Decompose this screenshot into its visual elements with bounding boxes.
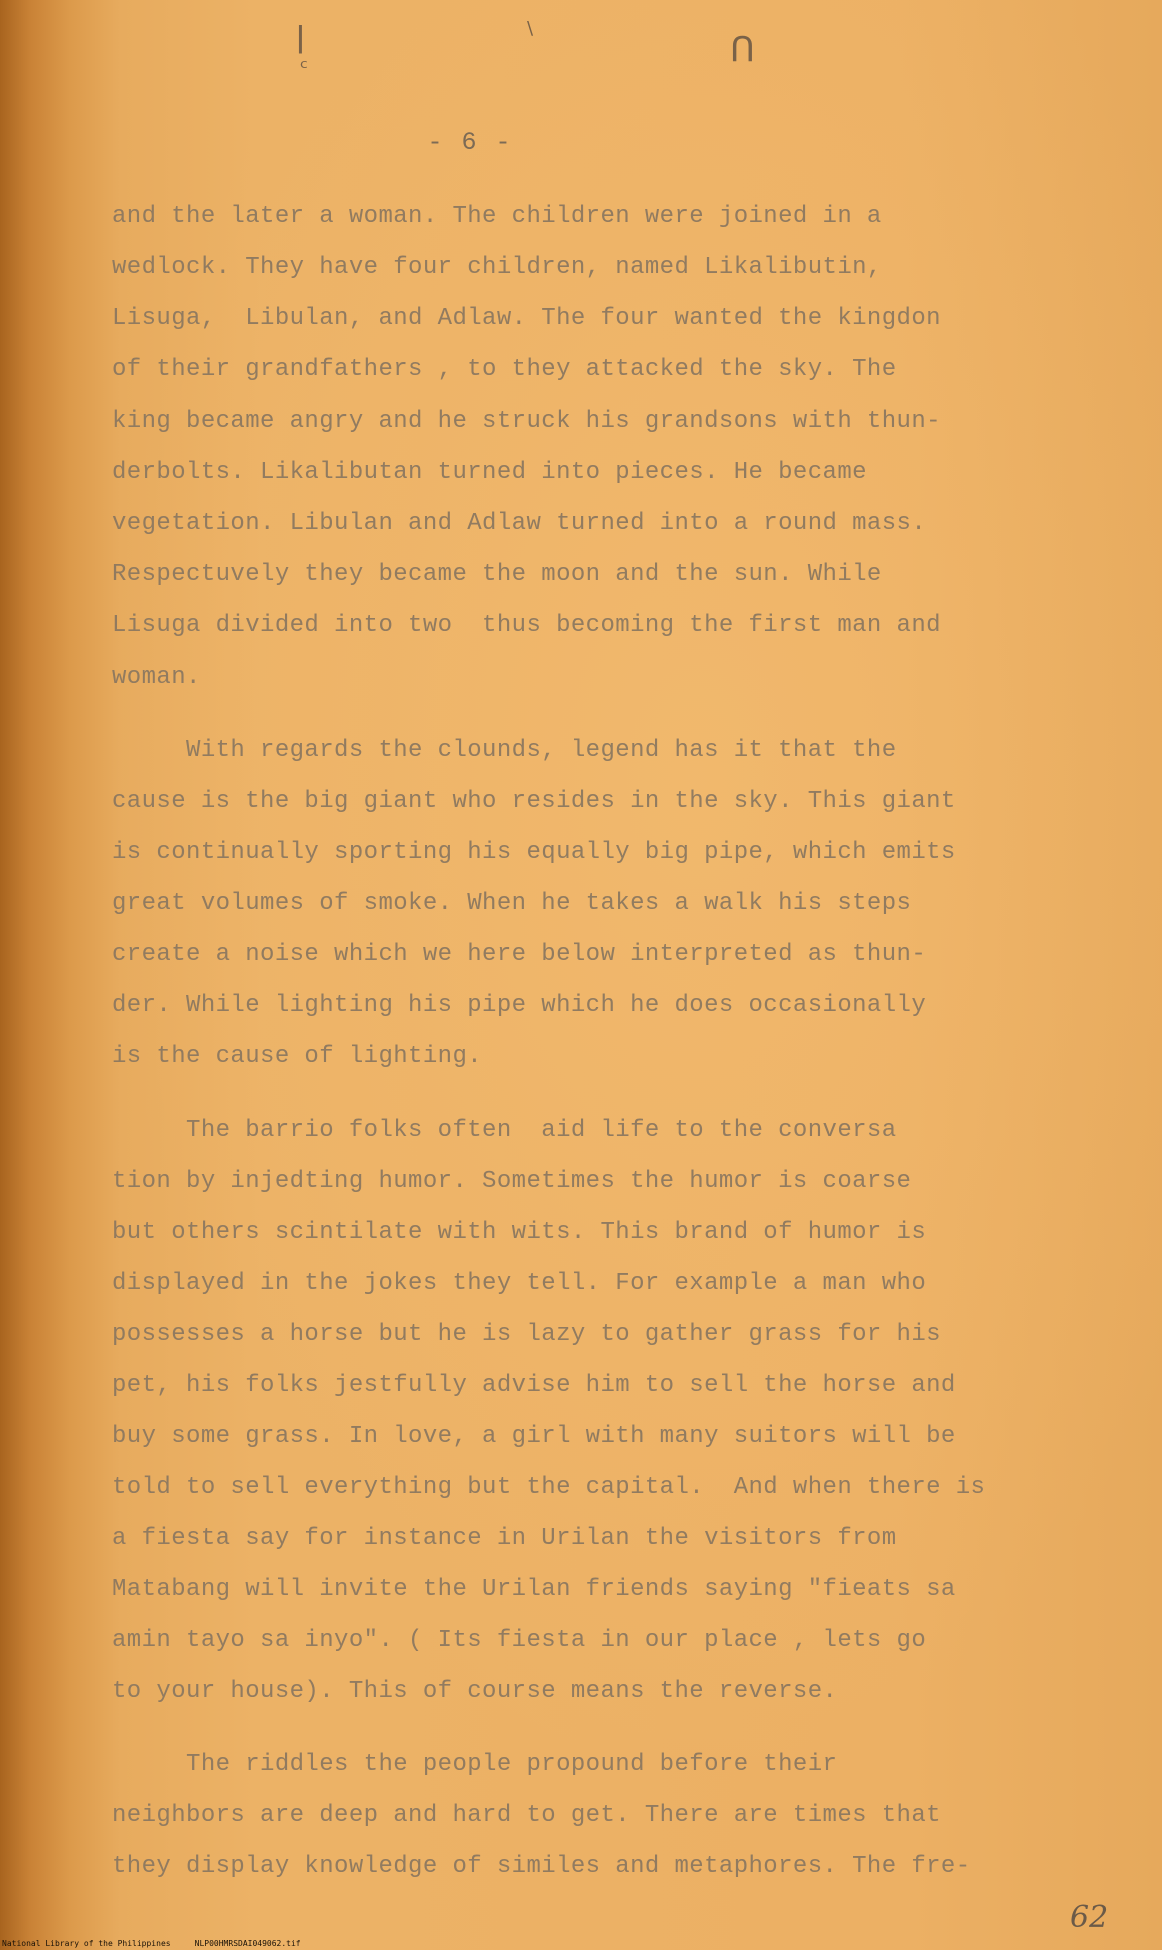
text-line: derbolts. Likalibutan turned into pieces. He became [112,459,867,486]
text-line: and the later a woman. The children were joined in a [112,203,882,230]
text-line: tion by injedting humor. Sometimes the humor is coarse [112,1168,912,1195]
text-line: possesses a horse but he is lazy to gather grass for his [112,1321,941,1348]
text-line: create a noise which we here below interpreted as thun- [112,941,927,968]
text-line: is continually sporting his equally big pipe, which emits [112,839,956,866]
pencil-mark-left-2: ᶜ [300,56,309,81]
text-line: woman. [112,664,201,691]
tick-mark: \ [527,18,534,39]
text-line: With regards the clounds, legend has it that the [112,737,897,764]
pencil-mark-left: ǀ [296,20,305,55]
text-line: wedlock. They have four children, named Likalibutin, [112,254,882,281]
text-line: but others scintilate with wits. This brand of humor is [112,1219,927,1246]
pin-hole-mark: ᑎ [730,30,755,70]
text-line: king became angry and he struck his grandsons with thun- [112,408,941,435]
text-line: a fiesta say for instance in Urilan the visitors from [112,1525,897,1552]
text-line: is the cause of lighting. [112,1043,483,1070]
text-line: The barrio folks often aid life to the conversa [112,1117,897,1144]
text-line: pet, his folks jestfully advise him to sell the horse and [112,1372,956,1399]
text-line: cause is the big giant who resides in the sky. This giant [112,788,956,815]
text-line: Matabang will invite the Urilan friends saying "fieats sa [112,1576,956,1603]
text-line: they display knowledge of similes and metaphores. The fre- [112,1853,971,1880]
text-line: The riddles the people propound before their [112,1751,838,1778]
handwritten-page-annotation: 62 [1070,1900,1109,1935]
text-line: amin tayo sa inyo". ( Its fiesta in our place , lets go [112,1627,927,1654]
text-line: buy some grass. In love, a girl with many suitors will be [112,1423,956,1450]
text-line: neighbors are deep and hard to get. There are times that [112,1802,941,1829]
text-line: vegetation. Libulan and Adlaw turned into a round mass. [112,510,927,537]
text-line: Lisuga divided into two thus becoming the first man and [112,612,941,639]
text-line: of their grandfathers , to they attacked the sky. The [112,356,897,383]
text-line: der. While lighting his pipe which he does occasionally [112,992,927,1019]
page-number: - 6 - [427,128,513,157]
text-line: Lisuga, Libulan, and Adlaw. The four wanted the kingdon [112,305,941,332]
text-line: displayed in the jokes they tell. For example a man who [112,1270,927,1297]
text-line: to your house). This of course means the reverse. [112,1678,838,1705]
archive-footer-label: National Library of the Philippines NLP00HMRSDAI049062.tif [2,1939,301,1948]
text-line: great volumes of smoke. When he takes a walk his steps [112,890,912,917]
text-line: Respectuvely they became the moon and the sun. While [112,561,882,588]
text-line: told to sell everything but the capital. And when there is [112,1474,986,1501]
